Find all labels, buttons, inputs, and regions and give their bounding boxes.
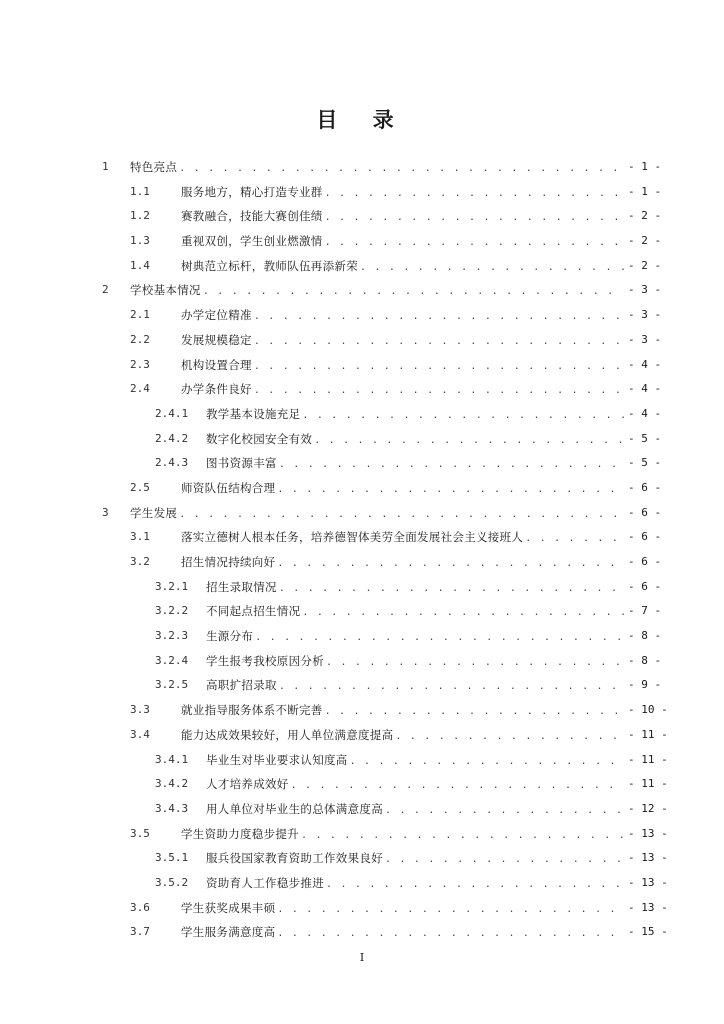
- toc-entry-label: 学校基本情况: [130, 283, 201, 298]
- toc-entry[interactable]: [0, 353, 724, 378]
- toc-entry[interactable]: [0, 575, 724, 600]
- toc-leader-dots: [314, 429, 624, 454]
- toc-entry-page: - 1 -: [628, 160, 662, 173]
- toc-leader-dots: [385, 799, 624, 824]
- toc-leader-dots: [279, 577, 624, 602]
- toc-entry[interactable]: [0, 229, 724, 254]
- toc-leader-dots: [277, 552, 624, 577]
- toc-entry-label: 树典范立标杆，教师队伍再添新荣: [181, 258, 358, 273]
- toc-leader-dots: [301, 824, 624, 849]
- toc-entry-page: - 13 -: [628, 851, 668, 865]
- toc-entry-page: - 13 -: [628, 875, 668, 889]
- toc-entry[interactable]: [0, 476, 724, 501]
- toc-entry-label: 发展规模稳定: [181, 332, 252, 347]
- toc-entry[interactable]: [0, 155, 724, 180]
- toc-entry-body: [206, 748, 624, 775]
- toc-entry-page: - 4 -: [628, 357, 662, 371]
- toc-entry[interactable]: [0, 698, 724, 723]
- toc-leader-dots: [179, 157, 624, 182]
- toc-entry-body: [130, 155, 624, 182]
- toc-entry[interactable]: [0, 920, 724, 945]
- toc-entry-label: 就业指导服务体系不断完善: [181, 703, 323, 718]
- toc-leader-dots: [302, 601, 624, 626]
- toc-leader-dots: [395, 725, 624, 750]
- table-of-contents: [0, 155, 724, 945]
- toc-leader-dots: [385, 848, 624, 873]
- toc-entry-page: - 6 -: [628, 579, 662, 593]
- toc-entry-label: 招生录取情况: [206, 579, 277, 594]
- toc-entry[interactable]: [0, 180, 724, 205]
- toc-entry-label: 落实立德树人根本任务，培养德智体美劳全面发展社会主义接班人: [181, 530, 524, 545]
- toc-leader-dots: [291, 774, 624, 799]
- toc-entry-page: - 13 -: [628, 900, 668, 914]
- toc-entry-label: 招生情况持续向好: [181, 555, 276, 569]
- toc-entry-body: [181, 550, 624, 577]
- toc-entry[interactable]: [0, 501, 724, 526]
- toc-entry-label: 高职扩招录取: [206, 678, 277, 693]
- toc-entry-page: - 11 -: [628, 752, 668, 766]
- toc-leader-dots: [325, 206, 624, 231]
- toc-entry-number: 1: [102, 160, 109, 173]
- toc-entry-label: 能力达成效果较好，用人单位满意度提高: [181, 727, 394, 742]
- toc-entry-number: 1.1: [130, 184, 150, 198]
- toc-entry[interactable]: [0, 797, 724, 822]
- toc-entry-number: 3.2.5: [155, 678, 189, 692]
- toc-entry-number: 2.3: [130, 357, 150, 371]
- toc-entry-body: [206, 575, 624, 602]
- toc-entry-body: [181, 204, 624, 231]
- toc-entry-body: [181, 303, 624, 330]
- toc-entry-number: 3.2: [130, 555, 150, 568]
- page-number-footer: I: [359, 951, 365, 964]
- toc-entry-number: 2.1: [130, 308, 150, 322]
- toc-entry[interactable]: [0, 673, 724, 698]
- toc-entry[interactable]: [0, 254, 724, 279]
- toc-entry[interactable]: [0, 748, 724, 773]
- toc-entry[interactable]: [0, 649, 724, 674]
- page-title: 目 录: [316, 108, 408, 132]
- toc-entry-page: - 15 -: [628, 925, 668, 939]
- toc-entry-label: 重视双创，学生创业燃激情: [181, 234, 323, 249]
- toc-entry[interactable]: [0, 204, 724, 229]
- toc-entry-page: - 3 -: [628, 283, 662, 297]
- toc-entry-page: - 11 -: [628, 727, 668, 741]
- toc-entry-body: [181, 229, 624, 256]
- toc-entry-page: - 2 -: [628, 258, 662, 272]
- toc-entry[interactable]: [0, 451, 724, 476]
- toc-entry[interactable]: [0, 427, 724, 452]
- toc-entry-page: - 1 -: [628, 184, 662, 198]
- toc-entry-page: - 5 -: [628, 456, 662, 470]
- toc-leader-dots: [326, 873, 624, 898]
- toc-leader-dots: [350, 750, 624, 775]
- toc-entry-number: 2.4.3: [155, 456, 189, 470]
- toc-entry[interactable]: [0, 525, 724, 550]
- toc-entry-page: - 3 -: [628, 332, 662, 346]
- toc-entry[interactable]: [0, 624, 724, 649]
- toc-entry-number: 3.7: [130, 925, 150, 939]
- toc-leader-dots: [302, 404, 624, 429]
- toc-entry-number: 3.6: [130, 900, 150, 914]
- toc-entry-label: 学生资助力度稳步提升: [181, 826, 299, 841]
- toc-entry[interactable]: [0, 599, 724, 624]
- toc-entry-body: [181, 822, 624, 849]
- toc-entry-page: - 12 -: [628, 801, 668, 815]
- toc-entry-label: 图书资源丰富: [206, 456, 277, 471]
- toc-leader-dots: [326, 651, 624, 676]
- toc-entry-page: - 2 -: [628, 209, 662, 223]
- toc-entry[interactable]: [0, 896, 724, 921]
- toc-entry-body: [181, 698, 624, 725]
- toc-entry-body: [206, 427, 624, 454]
- toc-entry-number: 2.5: [130, 480, 150, 494]
- toc-entry-number: 2.4: [130, 382, 150, 396]
- toc-leader-dots: [279, 453, 624, 478]
- toc-entry[interactable]: [0, 303, 724, 328]
- toc-entry-body: [130, 278, 624, 305]
- toc-entry-label: 毕业生对毕业要求认知度高: [206, 752, 348, 767]
- toc-leader-dots: [255, 626, 624, 651]
- toc-entry-page: - 6 -: [628, 555, 662, 568]
- toc-entry-label: 生源分布: [206, 629, 254, 644]
- toc-entry-page: - 2 -: [628, 234, 662, 248]
- toc-entry-body: [206, 624, 624, 651]
- toc-leader-dots: [179, 503, 624, 528]
- toc-entry-page: - 13 -: [628, 826, 668, 840]
- toc-entry-body: [206, 797, 624, 824]
- toc-entry-label: 数字化校园安全有效: [206, 431, 313, 446]
- toc-entry-label: 学生获奖成果丰硕: [181, 900, 276, 915]
- toc-entry-number: 3.4.2: [155, 777, 189, 791]
- toc-entry-number: 3.5.2: [155, 875, 189, 889]
- toc-entry-body: [206, 649, 624, 676]
- toc-leader-dots: [525, 527, 624, 552]
- toc-entry-label: 师资队伍结构合理: [181, 480, 276, 495]
- toc-entry-body: [181, 920, 624, 947]
- toc-entry-body: [206, 871, 624, 898]
- toc-entry-number: 3: [102, 505, 109, 519]
- toc-entry-body: [181, 525, 624, 552]
- toc-entry-label: 特色亮点: [130, 160, 178, 174]
- toc-entry-label: 服务地方，精心打造专业群: [181, 184, 323, 199]
- toc-leader-dots: [254, 305, 624, 330]
- toc-entry-page: - 6 -: [628, 480, 662, 494]
- toc-entry[interactable]: [0, 550, 724, 575]
- toc-leader-dots: [254, 379, 624, 404]
- toc-entry-body: [206, 846, 624, 873]
- toc-entry[interactable]: [0, 328, 724, 353]
- toc-entry-body: [206, 451, 624, 478]
- toc-entry-page: - 7 -: [628, 604, 662, 618]
- toc-leader-dots: [360, 256, 624, 281]
- toc-leader-dots: [325, 182, 624, 207]
- toc-entry[interactable]: [0, 772, 724, 797]
- toc-entry-number: 1.3: [130, 234, 150, 248]
- toc-leader-dots: [279, 675, 624, 700]
- toc-entry[interactable]: [0, 402, 724, 427]
- toc-entry-number: 2: [102, 283, 109, 297]
- toc-entry-body: [181, 353, 624, 380]
- toc-entry[interactable]: [0, 377, 724, 402]
- toc-entry-number: 2.2: [130, 332, 150, 346]
- toc-entry-page: - 8 -: [628, 629, 662, 643]
- toc-entry-number: 3.5.1: [155, 851, 189, 865]
- toc-leader-dots: [325, 231, 624, 256]
- toc-entry-page: - 10 -: [628, 703, 668, 717]
- toc-entry-label: 人才培养成效好: [206, 777, 289, 792]
- toc-entry-number: 3.4.1: [155, 752, 189, 766]
- toc-entry-number: 1.2: [130, 209, 150, 223]
- toc-entry-number: 3.2.1: [155, 579, 189, 593]
- toc-entry-label: 用人单位对毕业生的总体满意度高: [206, 801, 383, 816]
- toc-entry-label: 不同起点招生情况: [206, 604, 301, 619]
- toc-entry-label: 教学基本设施充足: [206, 406, 301, 421]
- toc-entry-number: 1.4: [130, 258, 150, 272]
- toc-entry-body: [181, 476, 624, 503]
- toc-leader-dots: [277, 898, 624, 923]
- toc-entry-label: 赛教融合，技能大赛创佳绩: [181, 209, 323, 224]
- toc-leader-dots: [325, 700, 624, 725]
- toc-leader-dots: [254, 330, 624, 355]
- toc-entry-page: - 6 -: [628, 505, 662, 519]
- toc-entry-page: - 9 -: [628, 678, 662, 692]
- toc-entry-label: 学生发展: [130, 505, 178, 520]
- toc-entry-page: - 8 -: [628, 653, 662, 667]
- toc-entry-body: [206, 772, 624, 799]
- toc-entry-body: [181, 254, 624, 281]
- toc-entry-label: 学生服务满意度高: [181, 925, 276, 940]
- toc-leader-dots: [277, 922, 624, 947]
- toc-entry-number: 2.4.2: [155, 431, 189, 445]
- toc-entry[interactable]: [0, 723, 724, 748]
- toc-entry-number: 3.2.3: [155, 629, 189, 643]
- toc-entry[interactable]: [0, 278, 724, 303]
- toc-entry-page: - 5 -: [628, 431, 662, 445]
- toc-entry-number: 3.2.2: [155, 604, 189, 618]
- toc-entry-body: [206, 402, 624, 429]
- toc-entry-page: - 6 -: [628, 530, 662, 544]
- toc-entry-number: 3.3: [130, 703, 150, 717]
- toc-entry-body: [181, 896, 624, 923]
- toc-entry-label: 服兵役国家教育资助工作效果良好: [206, 851, 383, 866]
- toc-entry-page: - 4 -: [628, 406, 662, 420]
- toc-entry-label: 学生报考我校原因分析: [206, 653, 324, 668]
- toc-entry[interactable]: [0, 871, 724, 896]
- toc-leader-dots: [277, 478, 624, 503]
- toc-leader-dots: [254, 355, 624, 380]
- toc-entry-body: [181, 723, 624, 750]
- toc-entry-body: [130, 501, 624, 528]
- toc-entry-number: 3.4: [130, 727, 150, 741]
- toc-entry-label: 资助育人工作稳步推进: [206, 875, 324, 890]
- toc-entry-number: 2.4.1: [155, 406, 189, 420]
- toc-entry-number: 3.2.4: [155, 653, 189, 667]
- toc-entry[interactable]: [0, 846, 724, 871]
- toc-entry-label: 办学条件良好: [181, 382, 252, 397]
- toc-entry-label: 办学定位精准: [181, 308, 252, 323]
- toc-entry-body: [181, 377, 624, 404]
- toc-entry-page: - 4 -: [628, 382, 662, 396]
- toc-entry-body: [206, 673, 624, 700]
- toc-entry-page: - 3 -: [628, 308, 662, 322]
- toc-entry-body: [181, 180, 624, 207]
- toc-entry-body: [181, 328, 624, 355]
- toc-entry[interactable]: [0, 822, 724, 847]
- toc-entry-page: - 11 -: [628, 777, 668, 791]
- toc-entry-body: [206, 599, 624, 626]
- toc-entry-number: 3.1: [130, 530, 150, 544]
- toc-entry-number: 3.4.3: [155, 801, 189, 815]
- toc-leader-dots: [203, 280, 624, 305]
- toc-entry-label: 机构设置合理: [181, 357, 252, 372]
- toc-entry-number: 3.5: [130, 826, 150, 840]
